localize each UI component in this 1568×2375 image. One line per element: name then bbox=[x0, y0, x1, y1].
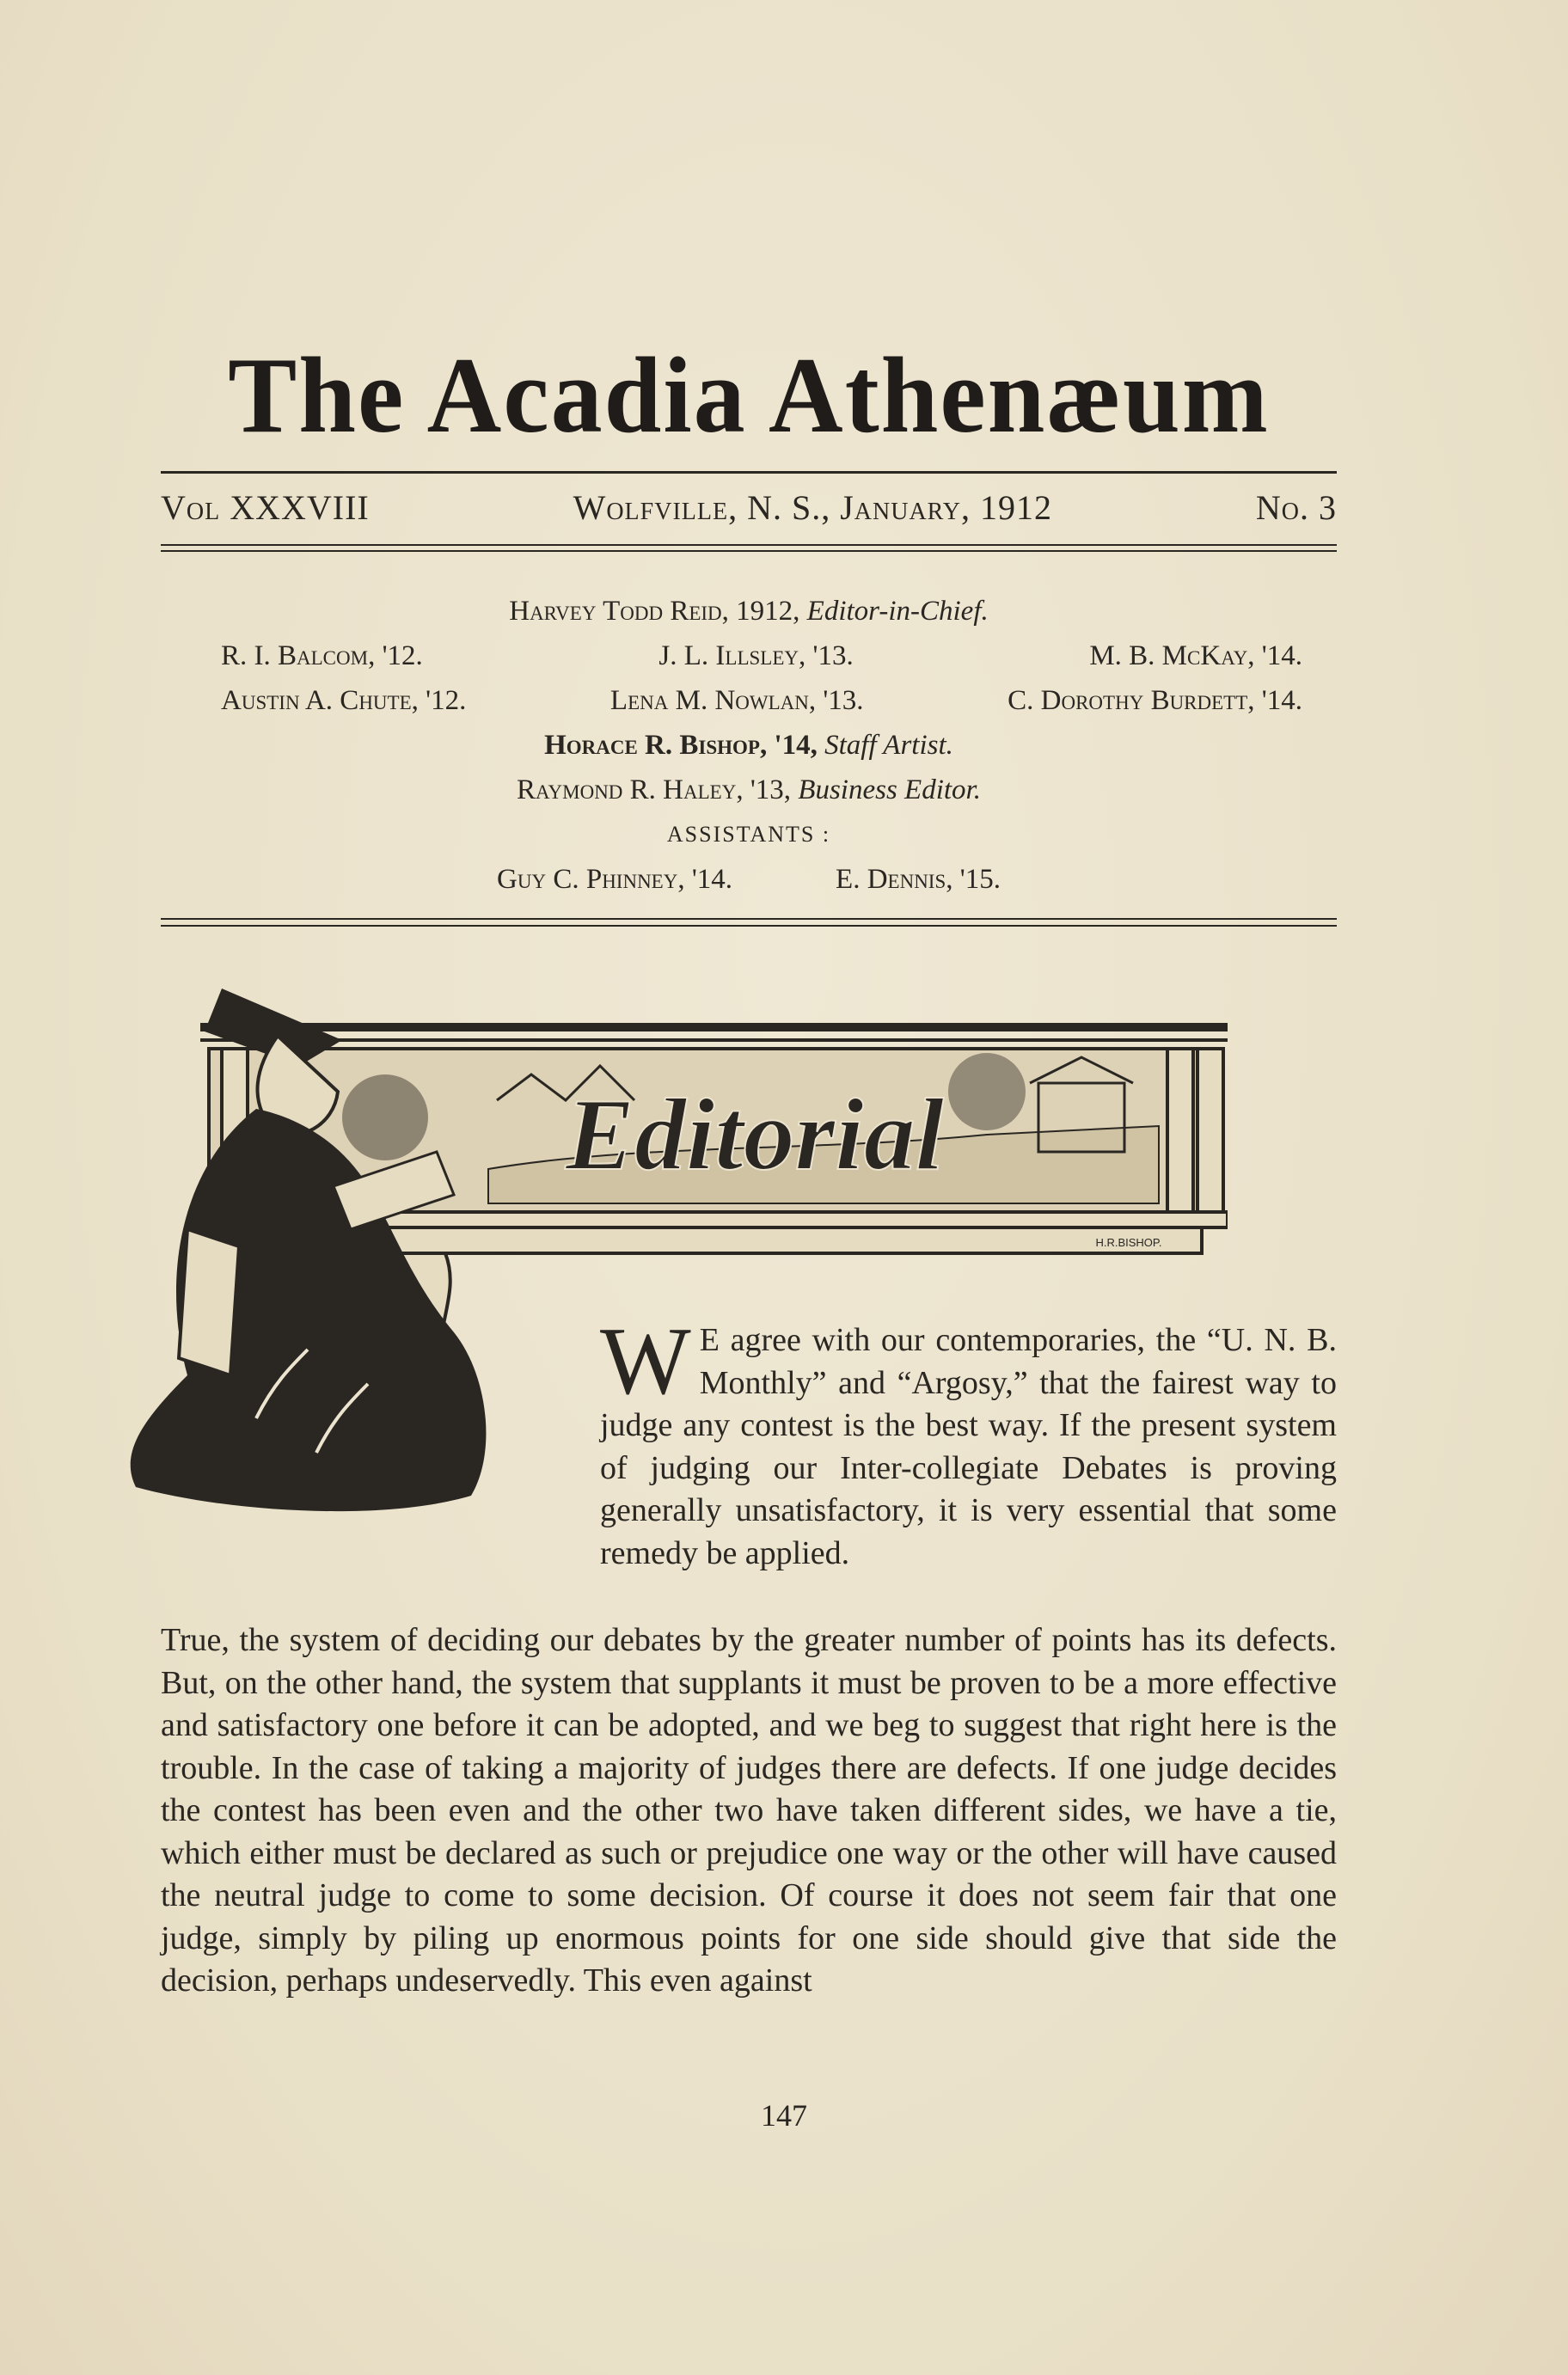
page-number: 147 bbox=[761, 2098, 807, 2133]
editorial-intro-paragraph bbox=[600, 1308, 1337, 1575]
issue-number: No. 3 bbox=[1255, 487, 1337, 527]
editorial-body bbox=[161, 1619, 1337, 2003]
staff-rule-top bbox=[161, 918, 1337, 920]
banner-text: Editorial bbox=[565, 1077, 945, 1191]
masthead-title: The Acadia Athenæum bbox=[228, 334, 1270, 456]
place-date: Wolfville, N. S., January, 1912 bbox=[573, 487, 1053, 527]
artist-signature: H.R.BISHOP. bbox=[1095, 1236, 1162, 1249]
staff-rule-bottom bbox=[161, 925, 1337, 927]
assistants-row: Guy C. Phinney, '14. E. Dennis, '15. bbox=[497, 864, 1001, 895]
editorial-intro bbox=[600, 1308, 1337, 1575]
lead-letters: E bbox=[699, 1322, 720, 1358]
volume-number: Vol XXXVIII bbox=[161, 487, 370, 527]
volume-line bbox=[161, 481, 1337, 533]
business-editor: Raymond R. Haley, '13, Business Editor. bbox=[517, 774, 981, 805]
staff-block bbox=[161, 589, 1337, 902]
volume-rule-bottom bbox=[161, 550, 1337, 552]
volume-rule-top bbox=[161, 544, 1337, 546]
masthead-rule bbox=[161, 471, 1337, 474]
assistants-label: ASSISTANTS : bbox=[666, 822, 831, 847]
staff-artist: Horace R. Bishop, '14, Staff Artist. bbox=[544, 730, 953, 761]
editor-in-chief: Harvey Todd Reid, 1912, Editor-in-Chief. bbox=[509, 596, 989, 627]
editorial-body-paragraph: True, the system of deciding our debates by the greater number of points has its defects. But, on the other hand, the system that supplants it must be proven to be a more effective and satisfactory one before it can be adopted, and we beg to suggest that right here is the trouble. In the case of taking a majority of judges there are defects. If one judge decides the contest has been even and the other two have taken different sides, we have a tie, which either must be declared as such or prejudice one way or the other will have caused the neutral judge to come to some decision. Of course it does not seem fair that one judge, simply by piling up enormous points for one side should give that side the decision, perhaps undeservedly. This even against bbox=[161, 1622, 1337, 1999]
staff-row-1: R. I. Balcom, '12. J. L. Illsley, '13. M. B. McKay, '14. bbox=[221, 640, 1302, 671]
staff-row-2: Austin A. Chute, '12. Lena M. Nowlan, '13. C. Dorothy Burdett, '14. bbox=[221, 685, 1302, 716]
drop-cap: W bbox=[600, 1308, 691, 1415]
intro-text: agree with our contemporaries, the “U. N. B. Monthly” and “Argosy,” that the fairest way to judge any contest is the best way. If the present system of judging our Inter-collegiate Debates is proving generally unsatisfactory, it is very essential that some remedy be applied. bbox=[600, 1322, 1337, 1571]
